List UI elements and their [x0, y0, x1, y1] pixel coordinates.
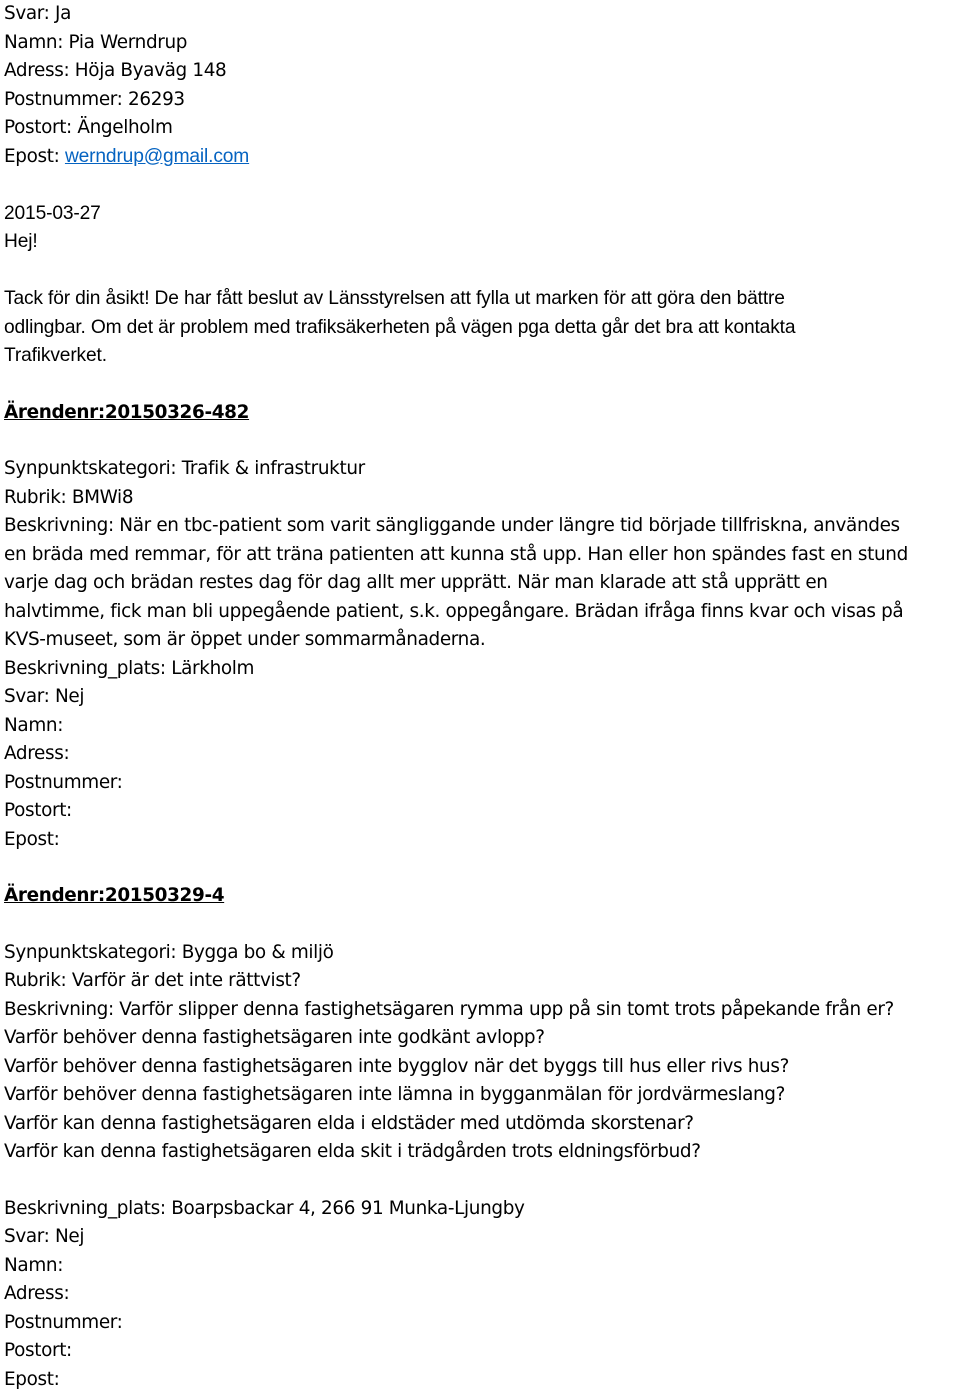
description-line: Varför behöver denna fastighetsägaren inte lämna in bygganmälan för jordvärmeslang?: [4, 1081, 956, 1110]
description-line: Varför kan denna fastighetsägaren elda i eldstäder med utdömda skorstenar?: [4, 1110, 956, 1139]
reply-text-line: Trafikverket.: [4, 342, 956, 371]
reply-text-line: Tack för din åsikt! De har fått beslut av Länsstyrelsen att fylla ut marken för att göra den bättre: [4, 285, 956, 314]
postal-code-line: Postnummer:: [4, 1309, 956, 1338]
spacer: [4, 1167, 956, 1195]
reply-block: [4, 200, 956, 371]
category-line: Synpunktskategori: Trafik & infrastruktur: [4, 455, 956, 484]
name-line: Namn:: [4, 1252, 956, 1281]
location-line: Beskrivning_plats: Boarpsbackar 4, 266 91 Munka-Ljungby: [4, 1195, 956, 1224]
name-line: Namn:: [4, 712, 956, 741]
subject-line: Rubrik: BMWi8: [4, 484, 956, 513]
address-line: Adress:: [4, 1280, 956, 1309]
description-line: halvtimme, fick man bli uppegående patient, s.k. oppegångare. Brädan ifråga finns kvar och visas på: [4, 598, 956, 627]
answer-line: Svar: Nej: [4, 1223, 956, 1252]
description-line: en bräda med remmar, för att träna patienten att kunna stå upp. Han eller hon spändes fast en stund: [4, 541, 956, 570]
top-contact-block: [4, 0, 956, 171]
spacer: [4, 371, 956, 399]
description-line: Varför behöver denna fastighetsägaren inte bygglov när det byggs till hus eller rivs hus?: [4, 1053, 956, 1082]
answer-line: Svar: Nej: [4, 683, 956, 712]
case-heading: Ärendenr:20150326-482: [4, 399, 956, 428]
email-line: Epost:: [4, 1366, 956, 1394]
description-line: KVS-museet, som är öppet under sommarmånaderna.: [4, 626, 956, 655]
answer-line: Svar: Ja: [4, 0, 956, 29]
category-line: Synpunktskategori: Bygga bo & miljö: [4, 939, 956, 968]
spacer: [4, 171, 956, 200]
city-line: Postort:: [4, 797, 956, 826]
description-line: Varför kan denna fastighetsägaren elda skit i trädgården trots eldningsförbud?: [4, 1138, 956, 1167]
city-line: Postort:: [4, 1337, 956, 1366]
case-block: [4, 399, 956, 855]
address-line: Adress:: [4, 740, 956, 769]
document-page: [4, 0, 956, 1394]
email-label: Epost:: [4, 146, 65, 167]
reply-date: 2015-03-27: [4, 200, 956, 229]
description-line: Beskrivning: När en tbc-patient som varit sängliggande under längre tid började tillfriskna, användes: [4, 512, 956, 541]
reply-greeting: Hej!: [4, 228, 956, 257]
spacer: [4, 257, 956, 286]
name-line: Namn: Pia Werndrup: [4, 29, 956, 58]
spacer: [4, 911, 956, 939]
spacer: [4, 427, 956, 455]
case-block: [4, 882, 956, 1394]
case-heading: Ärendenr:20150329-4: [4, 882, 956, 911]
email-line: [4, 143, 956, 172]
email-link[interactable]: werndrup@gmail.com: [65, 146, 249, 167]
reply-text-line: odlingbar. Om det är problem med trafiksäkerheten på vägen pga detta går det bra att kontakta: [4, 314, 956, 343]
subject-line: Rubrik: Varför är det inte rättvist?: [4, 967, 956, 996]
description-line: Beskrivning: Varför slipper denna fastighetsägaren rymma upp på sin tomt trots påpekande från er?: [4, 996, 956, 1025]
city-line: Postort: Ängelholm: [4, 114, 956, 143]
description-line: varje dag och brädan restes dag för dag allt mer upprätt. När man klarade att stå upprätt en: [4, 569, 956, 598]
location-line: Beskrivning_plats: Lärkholm: [4, 655, 956, 684]
spacer: [4, 854, 956, 882]
email-line: Epost:: [4, 826, 956, 855]
description-line: Varför behöver denna fastighetsägaren inte godkänt avlopp?: [4, 1024, 956, 1053]
postal-code-line: Postnummer: 26293: [4, 86, 956, 115]
address-line: Adress: Höja Byaväg 148: [4, 57, 956, 86]
postal-code-line: Postnummer:: [4, 769, 956, 798]
